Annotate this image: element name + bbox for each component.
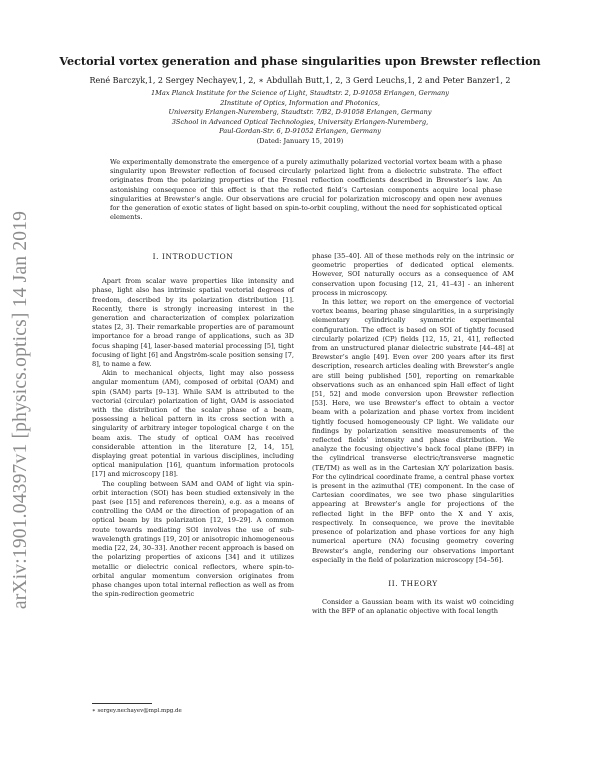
section-heading-introduction: I. INTRODUCTION: [152, 252, 234, 261]
affiliation-line: 3School in Advanced Optical Technologies, University Erlangen-Nuremberg,: [171, 117, 429, 126]
affiliation-line: University Erlangen-Nuremberg, Staudtstr. 7/B2, D-91058 Erlangen, Germany: [168, 108, 432, 117]
arxiv-id: arXiv:1901.04397v1 [physics.optics] 14 Jan 2019: [10, 210, 31, 610]
author-list: René Barczyk,1, 2 Sergey Nechayev,1, 2, ∗ Abdullah Butt,1, 2, 3 Gerd Leuchs,1, 2 and Peter Banzer1, 2: [89, 76, 511, 85]
paper-title: Vectorial vortex generation and phase singularities upon Brewster reflection: [59, 54, 541, 68]
paragraph: Apart from scalar wave properties like intensity and phase, light also has intrinsic spatial vectorial degrees of freedom, described by its polarization distribution [1]. Recently, there is strongly increasing interest in the generation and characterization of complex polarization states [2, 3]. Their remarkable properties are of paramount importance for a broad range of applications, such as 3D focus shaping [4], laser-based material processing [5], tight focusing of light [6] and Ångström-scale position sensing [7, 8], to name a few.: [92, 277, 294, 369]
abstract: [110, 158, 502, 222]
footnote-rule: [92, 703, 152, 704]
paragraph: Consider a Gaussian beam with its waist w0 coinciding with the BFP of an aplanatic objective with focal length: [312, 598, 514, 616]
date-line: (Dated: January 15, 2019): [256, 136, 344, 145]
affiliation-line: 1Max Planck Institute for the Science of Light, Staudtstr. 2, D-91058 Erlangen, Germany: [150, 89, 449, 97]
paragraph: Akin to mechanical objects, light may also possess angular momentum (AM), composed of orbital (OAM) and spin (SAM) parts [9–13]. While SAM is attributed to the vectorial (circular) polarization of light, OAM is associated with the distribution of the scalar phase of a beam, possessing a helical pattern in its cross section with a singularity of arbitrary integer topological charge ℓ on the beam axis. The study of optical OAM has received considerable attention in the literature [2, 14, 15], displaying great potential in various disciplines, including optical manipulation [16], quantum information protocols [17] and microscopy [18].: [92, 369, 294, 479]
right-column: [312, 252, 514, 617]
paragraph: In this letter, we report on the emergence of vectorial vortex beams, bearing phase singularities, in a surprisingly elementary cylindrically symmetric experimental configuration. The effect is based on SOI of tightly focused circularly polarized (CP) fields [12, 15, 21, 41], reflected from an unstructured planar dielectric substrate [44–48] at Brewster’s angle [49]. Even over 200 years after its first description, research articles dealing with Brewster’s angle are still being published [50], reporting on remarkable observations such as an enhanced spin Hall effect of light [51, 52] and mode conversion upon Brewster reflection [53]. Here, we use Brewster’s effect to obtain a vector beam with a polarization and phase vortex from incident tightly focused homogeneously CP light. We validate our findings by polarization sensitive measurements of the reflected fields’ intensity and phase distribution. We analyze the focusing objective’s back focal plane (BFP) in the cylindrical transverse electric/transverse magnetic (TE/TM) as well as in the Cartesian X/Y polarization basis. For the cylindrical coordinate frame, a central phase vortex is present in the azimuthal (TE) component. In the case of Cartesian coordinates, we see two phase singularities appearing at Brewster’s angle for projections of the reflected light in the BFP onto the X and Y axis, respectively. In consequence, we prove the inevitable presence of polarization and phase vortices for any high numerical aperture (NA) focusing geometry covering Brewster’s angle, rendering our observations important especially in the field of polarization microscopy [54–56].: [312, 298, 514, 564]
affiliations: [0, 89, 600, 146]
affiliation-line: Paul-Gordan-Str. 6, D-91052 Erlangen, Germany: [219, 127, 381, 136]
affiliation-line: 2Institute of Optics, Information and Photonics,: [220, 98, 380, 107]
left-column: [92, 252, 294, 599]
paragraph: phase [35–40]. All of these methods rely on the intrinsic or geometric properties of dedicated optical elements. However, SOI naturally occurs as a consequence of AM conservation upon focusing [12, 21, 41–43] - an inherent process in microscopy.: [312, 252, 514, 297]
section-heading-theory: II. THEORY: [388, 578, 438, 588]
abstract-text: We experimentally demonstrate the emergence of a purely azimuthally polarized vectorial vortex beam with a phase singularity upon Brewster reflection of focused circularly polarized light from a dielectric substrate. The effect originates from the polarizing properties of the Fresnel reflection coefficients described in Brewster’s law. An astonishing consequence of this effect is that the reflected field’s Cartesian components acquire local phase singularities at Brewster’s angle. Our observations are crucial for polarization microscopy and open new avenues for the generation of exotic states of light based on spin-to-orbit coupling, without the need for sophisticated optical elements.: [110, 158, 502, 222]
arxiv-stamp: [4, 210, 38, 610]
footnote: ∗ sergey.nechayev@mpl.mpg.de: [92, 708, 182, 714]
paragraph: The coupling between SAM and OAM of light via spin-orbit interaction (SOI) has been studied extensively in the past (see [15] and references therein), e.g. as a means of controlling the OAM or the direction of propagation of an optical beam by its polarization [12, 19–29]. A common route towards mediating SOI involves the use of sub-wavelength gratings [19, 20] or anisotropic inhomogeneous media [22, 24, 30–33]. Another recent approach is based on the polarizing properties of axicons [34] and it utilizes metallic or dielectric conical reflectors, where spin-to-orbital angular momentum conversion originates from phase changes upon total internal reflection as well as from the spin-redirection geometric: [92, 479, 294, 599]
